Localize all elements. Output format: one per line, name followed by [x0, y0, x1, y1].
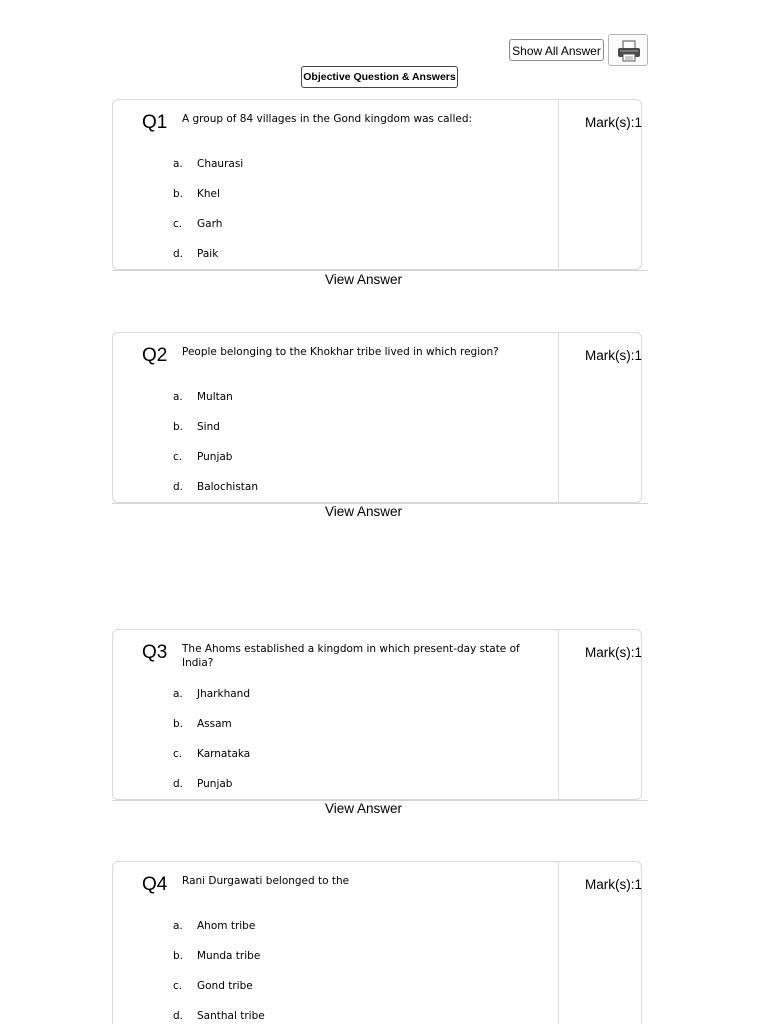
question-marks: Mark(s):1 [585, 877, 642, 892]
option-text: Ahom tribe [197, 920, 256, 932]
option-a[interactable] [173, 156, 543, 172]
question-marks: Mark(s):1 [585, 348, 642, 363]
option-letter: c. [173, 218, 183, 230]
card-divider [558, 100, 559, 269]
option-letter: a. [173, 158, 183, 170]
question-text: Rani Durgawati belonged to the [182, 875, 350, 887]
printer-icon [616, 39, 642, 63]
option-text: Punjab [197, 778, 233, 790]
option-text: Gond tribe [197, 980, 253, 992]
option-text: Santhal tribe [197, 1010, 265, 1022]
option-b[interactable] [173, 948, 543, 964]
option-letter: b. [173, 188, 184, 200]
option-letter: d. [173, 481, 184, 493]
option-letter: c. [173, 748, 183, 760]
question-card-3 [112, 629, 642, 800]
question-number: Q2 [142, 345, 168, 366]
option-text: Jharkhand [197, 688, 250, 700]
question-marks: Mark(s):1 [585, 115, 642, 130]
view-answer-link[interactable]: View Answer [324, 272, 403, 287]
view-answer-link[interactable]: View Answer [324, 801, 403, 816]
option-letter: b. [173, 718, 184, 730]
option-text: Sind [197, 421, 220, 433]
option-d[interactable] [173, 246, 543, 262]
option-text: Khel [197, 188, 220, 200]
option-letter: a. [173, 391, 183, 403]
card-divider [558, 862, 559, 1024]
option-c[interactable] [173, 449, 543, 465]
option-b[interactable] [173, 419, 543, 435]
option-letter: c. [173, 451, 183, 463]
option-text: Karnataka [197, 748, 251, 760]
option-b[interactable] [173, 186, 543, 202]
question-number: Q3 [142, 642, 168, 663]
option-letter: b. [173, 950, 184, 962]
page-title: Objective Question & Answers [301, 66, 458, 88]
question-number: Q4 [142, 874, 168, 895]
card-divider [558, 630, 559, 799]
option-text: Assam [197, 718, 232, 730]
question-card-4 [112, 861, 642, 1024]
option-c[interactable] [173, 216, 543, 232]
question-marks: Mark(s):1 [585, 645, 642, 660]
option-letter: b. [173, 421, 184, 433]
option-text: Paik [197, 248, 219, 260]
view-answer-link[interactable]: View Answer [324, 504, 403, 519]
option-b[interactable] [173, 716, 543, 732]
question-text: The Ahoms established a kingdom in which present-day state of India? [182, 643, 520, 669]
question-number: Q1 [142, 112, 168, 133]
option-c[interactable] [173, 746, 543, 762]
question-text: A group of 84 villages in the Gond kingdom was called: [182, 113, 473, 125]
option-a[interactable] [173, 389, 543, 405]
option-letter: d. [173, 778, 184, 790]
card-divider [558, 333, 559, 502]
question-card-1 [112, 99, 642, 270]
option-text: Munda tribe [197, 950, 261, 962]
question-card-2 [112, 332, 642, 503]
question-text: People belonging to the Khokhar tribe lived in which region? [182, 346, 499, 358]
option-a[interactable] [173, 918, 543, 934]
option-text: Punjab [197, 451, 233, 463]
option-letter: c. [173, 980, 183, 992]
print-button[interactable] [608, 34, 648, 66]
option-letter: d. [173, 248, 184, 260]
option-text: Multan [197, 391, 233, 403]
show-all-answer-button[interactable]: Show All Answer [509, 39, 604, 61]
option-letter: a. [173, 920, 183, 932]
option-text: Garh [197, 218, 223, 230]
option-letter: d. [173, 1010, 184, 1022]
option-d[interactable] [173, 1008, 543, 1024]
option-letter: a. [173, 688, 183, 700]
option-c[interactable] [173, 978, 543, 994]
option-text: Chaurasi [197, 158, 244, 170]
option-text: Balochistan [197, 481, 259, 493]
option-a[interactable] [173, 686, 543, 702]
option-d[interactable] [173, 479, 543, 495]
option-d[interactable] [173, 776, 543, 792]
